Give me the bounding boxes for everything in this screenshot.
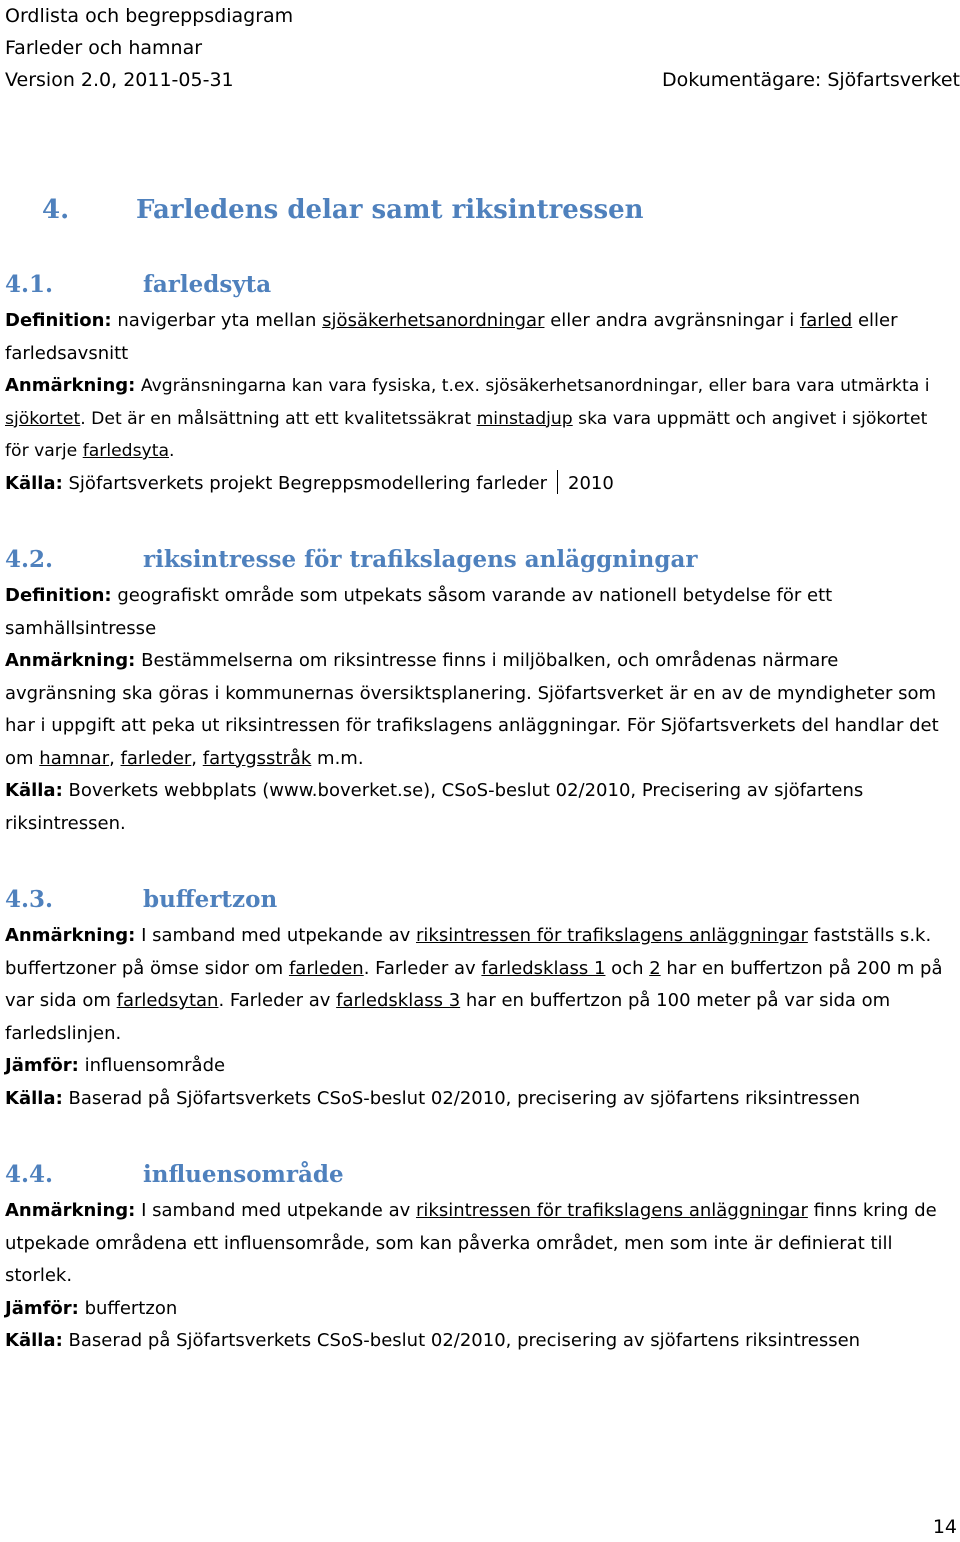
term-link[interactable]: farledsytan [116, 990, 219, 1011]
text: har en buffertzon på 100 meter på var sida om farledslinjen. [5, 990, 891, 1044]
source-label: Källa: [5, 1330, 63, 1351]
section-title: buffertzon [143, 886, 278, 913]
compare-paragraph [5, 1050, 955, 1083]
source-paragraph [5, 1325, 955, 1358]
text: Boverkets webbplats (www.boverket.se), CSoS-beslut 02/2010, Precisering av sjöfartens riksintressen. [5, 780, 864, 834]
remark-label: Anmärkning: [5, 925, 136, 946]
text: fastställs s.k. buffertzoner på ömse sidor om [5, 925, 932, 979]
definition-label: Definition: [5, 310, 112, 331]
text-cursor [557, 470, 558, 494]
section-title: farledsyta [143, 271, 272, 298]
compare-paragraph [5, 1293, 955, 1326]
remark-paragraph [5, 370, 955, 468]
header-meta-row [5, 64, 960, 96]
term-link[interactable]: farledsyta [82, 441, 169, 461]
term-link[interactable]: farleder [120, 747, 192, 769]
compare-label: Jämför: [5, 1055, 79, 1076]
section-number: 4.1. [5, 271, 54, 298]
text: I samband med utpekande av [135, 925, 416, 946]
section-heading [5, 269, 955, 301]
section-heading [5, 884, 955, 916]
header-owner: Dokumentägare: Sjöfartsverket [662, 69, 960, 91]
definition-paragraph [5, 580, 955, 645]
text: , [109, 747, 121, 769]
text: . Farleder av [363, 957, 482, 979]
chapter-title: Farledens delar samt riksintressen [136, 195, 644, 225]
term-link[interactable]: 2 [649, 957, 661, 979]
section-influensomrade [5, 1159, 955, 1358]
section-number: 4.2. [5, 546, 54, 573]
section-title: influensområde [143, 1161, 344, 1188]
section-farledsyta [5, 269, 955, 500]
text: eller andra avgränsningar i [544, 310, 800, 331]
text: I samband med utpekande av [135, 1200, 416, 1221]
text: m.m. [311, 747, 364, 769]
text: . Farleder av [218, 990, 337, 1011]
term-link[interactable]: farled [799, 310, 853, 331]
term-link[interactable]: farledsklass 3 [336, 990, 461, 1011]
text: buffertzon [78, 1297, 178, 1319]
term-link[interactable]: farledsklass 1 [481, 957, 606, 979]
remark-label: Anmärkning: [5, 375, 136, 396]
text: navigerbar yta mellan [111, 310, 323, 331]
page-header [5, 0, 960, 96]
remark-label: Anmärkning: [5, 650, 136, 671]
text: Avgränsningarna kan vara fysiska, t.ex. sjösäkerhetsanordningar, eller bara vara utmärkta i [135, 376, 930, 396]
text: finns kring de utpekade områdena ett influensområde, som kan påverka området, men som inte är definierat till storlek. [5, 1200, 937, 1286]
text: har en buffertzon på 200 m på var sida om [5, 957, 943, 1011]
header-subtitle: Farleder och hamnar [5, 37, 203, 59]
source-label: Källa: [5, 780, 63, 801]
remark-paragraph [5, 1195, 955, 1293]
text: Baserad på Sjöfartsverkets CSoS-beslut 02/2010, precisering av sjöfartens riksintressen [62, 1087, 861, 1109]
term-link[interactable]: hamnar [39, 747, 110, 769]
source-label: Källa: [5, 1087, 63, 1109]
text: Baserad på Sjöfartsverkets CSoS-beslut 02/2010, precisering av sjöfartens riksintressen [62, 1330, 861, 1351]
remark-label: Anmärkning: [5, 1200, 136, 1221]
definition-paragraph [5, 305, 955, 370]
remark-paragraph [5, 920, 955, 1050]
source-paragraph [5, 1083, 955, 1116]
term-link[interactable]: riksintressen för trafikslagens anläggningar [416, 925, 808, 946]
page-number: 14 [932, 1516, 957, 1538]
definition-label: Definition: [5, 585, 112, 606]
text: Bestämmelserna om riksintresse finns i miljöbalken, och områdenas närmare avgränsning ska göras i kommunernas översiktsplanering. Sjöfartsverket är en av de myndigheter som har i uppgift att peka ut riksintressen för trafikslagens anläggningar. För Sjöfartsverkets del handlar det om [5, 650, 939, 769]
remark-paragraph [5, 645, 955, 775]
header-version: Version 2.0, 2011-05-31 [5, 69, 234, 91]
section-heading [5, 544, 955, 576]
term-link[interactable]: farleden [288, 957, 364, 979]
section-buffertzon [5, 884, 955, 1115]
term-link[interactable]: fartygsstråk [202, 747, 312, 769]
section-number: 4.3. [5, 886, 54, 913]
chapter-number: 4. [42, 195, 70, 225]
term-link[interactable]: riksintressen för trafikslagens anläggningar [416, 1200, 808, 1221]
text: . Det är en målsättning att ett kvalitetssäkrat [80, 408, 477, 429]
header-title: Ordlista och begreppsdiagram [5, 5, 294, 27]
term-link[interactable]: sjösäkerhetsanordningar [322, 310, 545, 331]
compare-label: Jämför: [5, 1297, 79, 1319]
section-number: 4.4. [5, 1161, 54, 1188]
text: och [605, 957, 650, 979]
section-heading [5, 1159, 955, 1191]
source-paragraph [5, 468, 955, 501]
text: , [191, 747, 203, 769]
term-link[interactable]: sjökortet [5, 408, 81, 429]
source-label: Källa: [5, 472, 63, 494]
text: . [169, 441, 175, 461]
text: geografiskt område som utpekats såsom varande av nationell betydelse för ett samhällsintresse [5, 585, 833, 639]
text: Sjöfartsverkets projekt Begreppsmodellering farleder [62, 472, 547, 494]
text: influensområde [78, 1055, 226, 1076]
text: eller farledsavsnitt [5, 310, 898, 364]
source-paragraph [5, 775, 955, 840]
term-link[interactable]: minstadjup [476, 408, 573, 429]
section-title: riksintresse för trafikslagens anläggningar [143, 546, 698, 573]
chapter-heading [5, 195, 955, 225]
text: 2010 [568, 472, 614, 494]
section-riksintresse [5, 544, 955, 840]
document-body [5, 195, 955, 1402]
text: ska vara uppmätt och angivet i sjökortet för varje [5, 408, 928, 461]
